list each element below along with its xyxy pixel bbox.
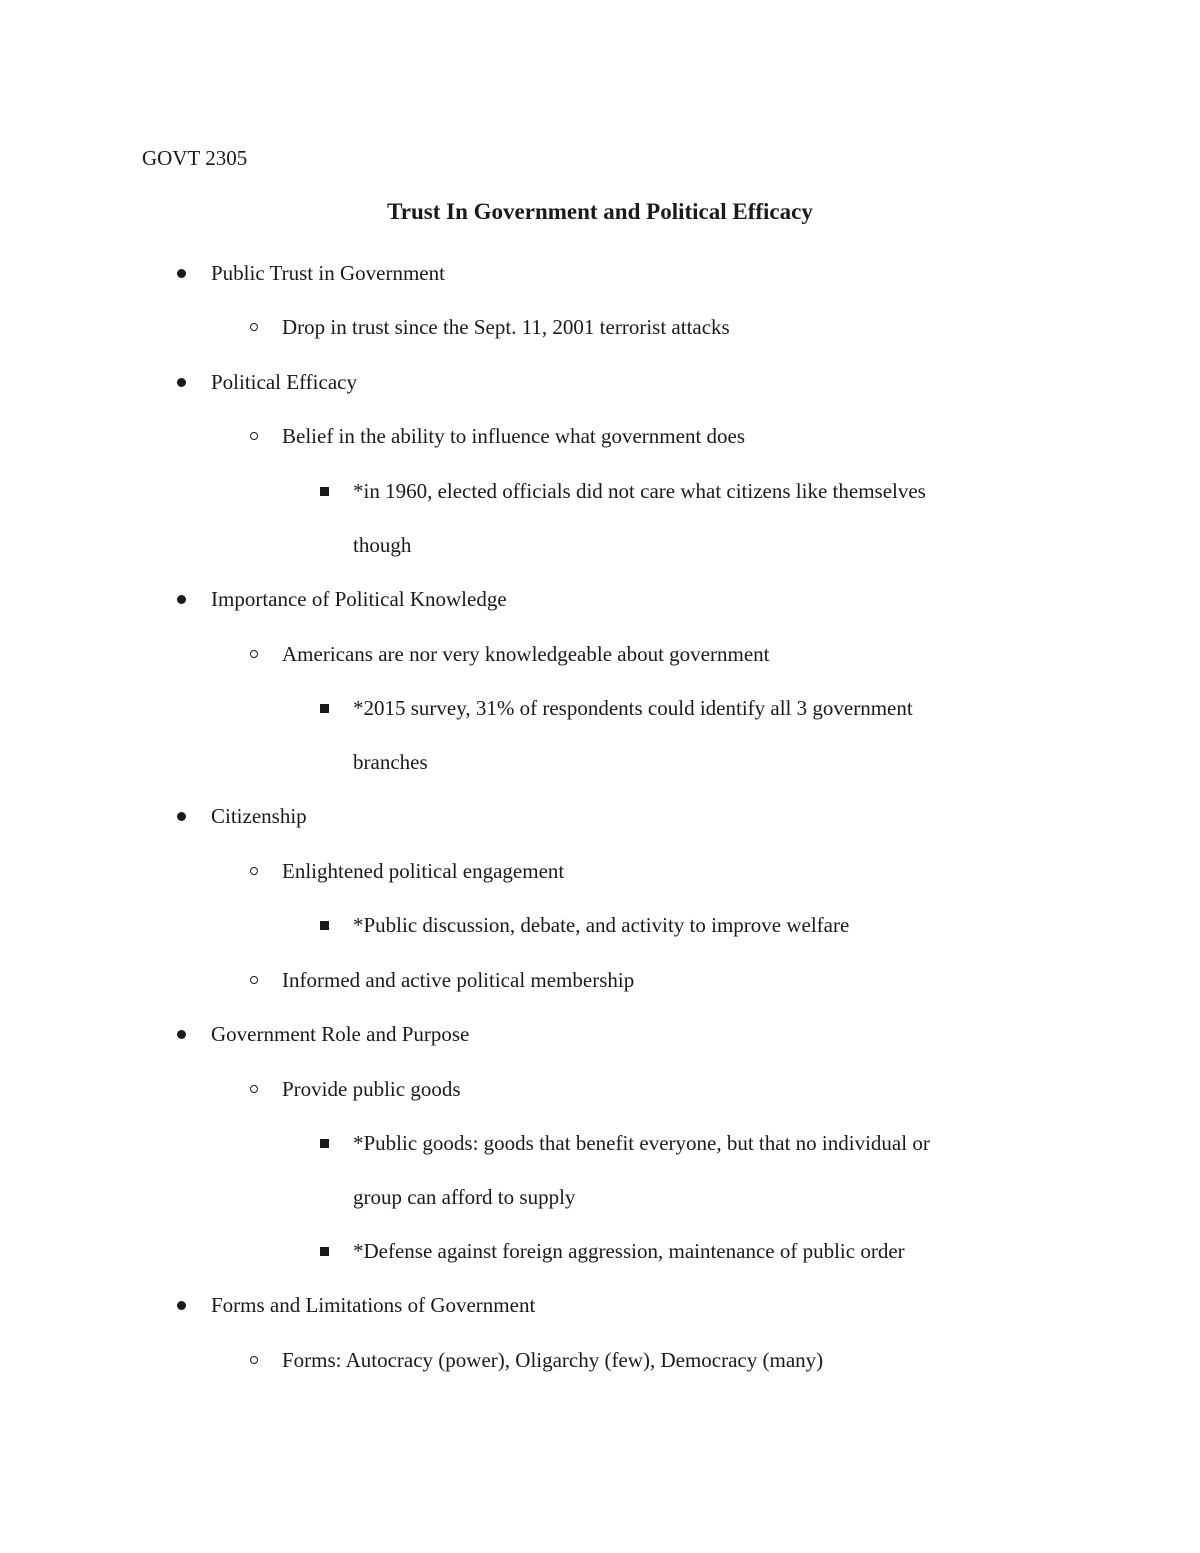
bullet-disc-icon [177, 812, 186, 821]
outline-item-level3: *2015 survey, 31% of respondents could identify all 3 government [353, 696, 913, 720]
outline-item-level3-continuation: group can afford to supply [353, 1185, 576, 1209]
outline-item-level2: Forms: Autocracy (power), Oligarchy (few), Democracy (many) [282, 1348, 824, 1372]
course-code: GOVT 2305 [142, 146, 248, 170]
bullet-square-icon [320, 704, 329, 713]
bullet-circle-icon [250, 323, 258, 331]
outline-item-level3-continuation: though [353, 533, 412, 557]
bullet-square-icon [320, 1247, 329, 1256]
outline-item-level2: Drop in trust since the Sept. 11, 2001 terrorist attacks [282, 315, 730, 339]
bullet-circle-icon [250, 1356, 258, 1364]
outline-item-level3-continuation: branches [353, 750, 428, 774]
outline-item-level1: Importance of Political Knowledge [211, 587, 507, 611]
bullet-circle-icon [250, 650, 258, 658]
bullet-circle-icon [250, 432, 258, 440]
bullet-disc-icon [177, 1301, 186, 1310]
bullet-disc-icon [177, 1030, 186, 1039]
document-title: Trust In Government and Political Efficacy [387, 199, 813, 224]
bullet-circle-icon [250, 1085, 258, 1093]
bullet-square-icon [320, 487, 329, 496]
outline-item-level2: Americans are nor very knowledgeable about government [282, 642, 770, 666]
outline-item-level3: *in 1960, elected officials did not care what citizens like themselves [353, 479, 926, 503]
outline-item-level2: Informed and active political membership [282, 968, 635, 992]
outline-item-level1: Government Role and Purpose [211, 1022, 470, 1046]
outline-item-level3: *Defense against foreign aggression, maintenance of public order [353, 1239, 905, 1263]
bullet-square-icon [320, 1139, 329, 1148]
bullet-disc-icon [177, 378, 186, 387]
bullet-circle-icon [250, 867, 258, 875]
outline-item-level2: Enlightened political engagement [282, 859, 565, 883]
outline-item-level3: *Public discussion, debate, and activity to improve welfare [353, 913, 850, 937]
outline-item-level3: *Public goods: goods that benefit everyone, but that no individual or [353, 1131, 930, 1155]
outline-item-level2: Provide public goods [282, 1077, 461, 1101]
outline-item-level1: Political Efficacy [211, 370, 357, 394]
bullet-disc-icon [177, 595, 186, 604]
outline-item-level1: Citizenship [211, 804, 307, 828]
outline-item-level1: Forms and Limitations of Government [211, 1293, 536, 1317]
outline-item-level1: Public Trust in Government [211, 261, 445, 285]
outline-item-level2: Belief in the ability to influence what government does [282, 424, 746, 448]
bullet-square-icon [320, 921, 329, 930]
bullet-disc-icon [177, 269, 186, 278]
bullet-circle-icon [250, 976, 258, 984]
